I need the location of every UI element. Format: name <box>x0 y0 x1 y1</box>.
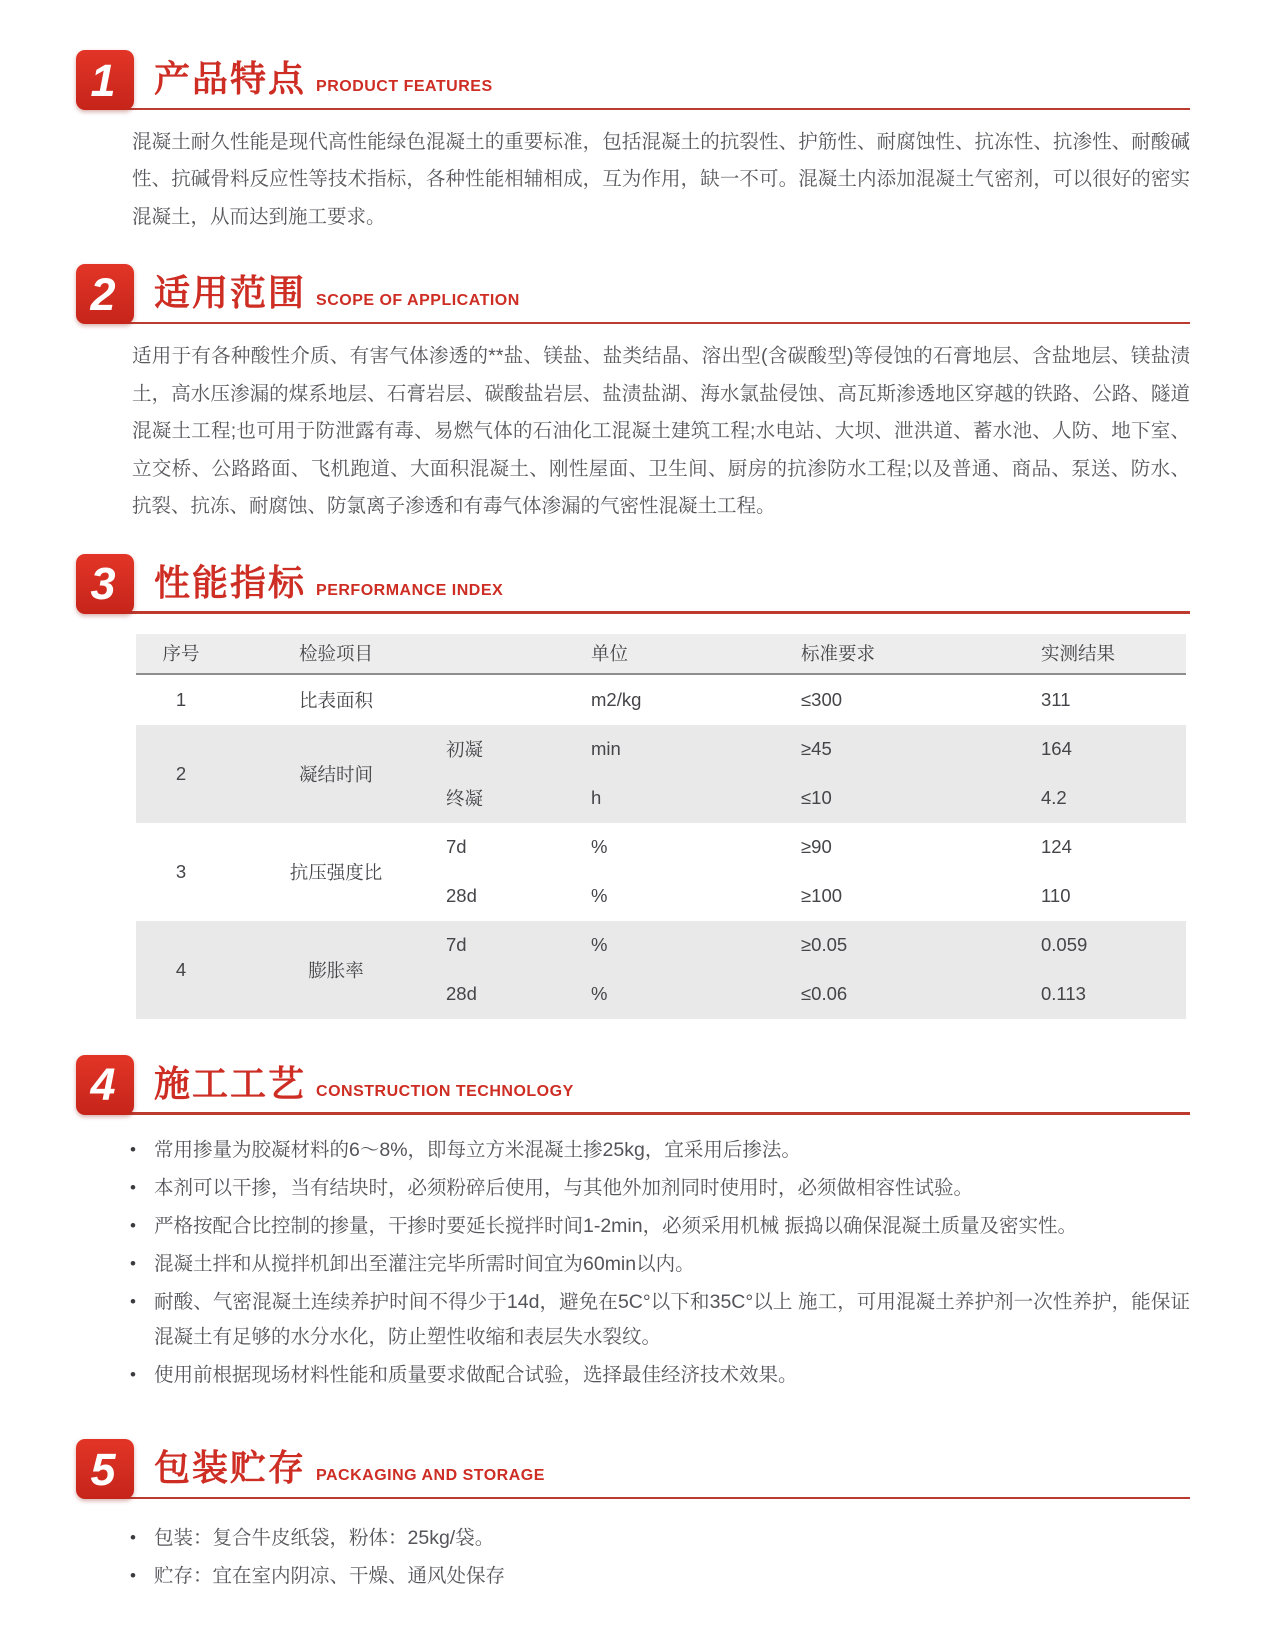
cell-result: 0.059 <box>1041 934 1088 955</box>
section-number: 4 <box>90 1059 116 1110</box>
col-header-standard: 标准要求 <box>801 634 1041 674</box>
cell-standard: ≤300 <box>801 688 843 710</box>
section-titles-4 <box>154 1056 574 1107</box>
bullet-dot-icon: • <box>130 1215 136 1235</box>
list-item <box>130 1358 1190 1393</box>
cell-sub: 28d <box>446 885 477 906</box>
section-header-4 <box>76 1053 1190 1115</box>
section-title-zh: 适用范围 <box>154 272 307 314</box>
section-number-badge-1 <box>76 50 134 110</box>
cell-no: 3 <box>175 860 187 882</box>
section-number: 2 <box>90 268 116 320</box>
col-header-spacer <box>446 634 591 674</box>
section-number-badge-4 <box>76 1055 134 1115</box>
col-header-result: 实测结果 <box>1041 634 1186 674</box>
packaging-bullet-list <box>130 1521 1190 1594</box>
cell-sub: 7d <box>446 836 467 857</box>
section-performance-index <box>76 552 1190 1019</box>
cell-no: 4 <box>175 958 187 980</box>
cell-item: 凝结时间 <box>298 763 373 785</box>
section-title-en: CONSTRUCTION TECHNOLOGY <box>316 1082 574 1100</box>
section-title-zh: 性能指标 <box>154 561 307 603</box>
cell-sub: 终凝 <box>446 788 484 809</box>
cell-item: 膨胀率 <box>308 959 364 981</box>
cell-standard: ≥90 <box>801 836 832 857</box>
bullet-text: 严格按配合比控制的掺量，干掺时要延长搅拌时间1-2min，必须采用机械 振捣以确保混凝土质量及密实性。 <box>154 1214 1078 1237</box>
section-construction-technology <box>76 1053 1190 1394</box>
list-item <box>130 1521 1190 1556</box>
table-row-2a <box>136 725 1186 774</box>
section-header-3 <box>76 552 1190 614</box>
cell-item: 比表面积 <box>298 689 373 711</box>
section-header-5 <box>76 1437 1190 1499</box>
cell-unit: % <box>591 983 608 1004</box>
cell-result: 0.113 <box>1041 983 1086 1004</box>
cell-standard: ≥0.05 <box>801 934 848 955</box>
section-header-2 <box>76 262 1190 324</box>
cell-sub: 28d <box>446 983 477 1004</box>
list-item <box>130 1209 1190 1244</box>
section-number-badge-5 <box>76 1439 134 1499</box>
list-item <box>130 1133 1190 1168</box>
col-header-unit: 单位 <box>591 634 801 674</box>
bullet-text: 包装：复合牛皮纸袋，粉体：25kg/袋。 <box>154 1527 495 1550</box>
section-titles-3 <box>154 555 503 606</box>
cell-standard: ≤10 <box>801 787 832 808</box>
construction-bullet-list <box>130 1133 1190 1394</box>
section-title-zh: 包装贮存 <box>154 1447 307 1489</box>
performance-table <box>136 634 1186 1019</box>
section-title-en: PACKAGING AND STORAGE <box>316 1467 545 1485</box>
section-number: 5 <box>90 1443 116 1495</box>
bullet-text: 常用掺量为胶凝材料的6～8%，即每立方米混凝土掺25kg，宜采用后掺法。 <box>154 1138 801 1161</box>
section-title-zh: 施工工艺 <box>154 1062 307 1104</box>
bullet-dot-icon: • <box>130 1528 136 1548</box>
cell-unit: % <box>591 934 608 955</box>
cell-unit: m2/kg <box>591 688 642 710</box>
cell-unit: min <box>591 738 621 759</box>
section-packaging-storage <box>76 1437 1190 1594</box>
col-header-item: 检验项目 <box>226 634 446 674</box>
section-title-zh: 产品特点 <box>154 58 307 99</box>
list-item <box>130 1247 1190 1282</box>
cell-result: 124 <box>1041 836 1072 857</box>
table-row-4a <box>136 921 1186 970</box>
bullet-text: 耐酸、气密混凝土连续养护时间不得少于14d，避免在5C°以下和35C°以上 施工，可用混凝土养护剂一次性养护，能保证混凝土有足够的水分水化，防止塑性收缩和表层失水裂纹。 <box>154 1290 1190 1348</box>
bullet-dot-icon: • <box>130 1291 136 1311</box>
section-scope-of-application <box>76 262 1190 525</box>
bullet-text: 使用前根据现场材料性能和质量要求做配合试验，选择最佳经济技术效果。 <box>154 1364 798 1387</box>
section-number: 1 <box>90 54 116 106</box>
features-paragraph: 混凝土耐久性能是现代高性能绿色混凝土的重要标准，包括混凝土的抗裂性、护筋性、耐腐蚀性、抗冻性、抗渗性、耐酸碱性、抗碱骨料反应性等技术指标，各种性能相辅相成，互为作用，缺一不可。混凝土内添加混凝土气密剂，可以很好的密实混凝土，从而达到施工要求。 <box>132 131 1190 228</box>
cell-no: 2 <box>175 762 187 784</box>
cell-unit: % <box>591 836 608 857</box>
list-item <box>130 1171 1190 1206</box>
bullet-dot-icon: • <box>130 1177 136 1197</box>
section-title-en: SCOPE OF APPLICATION <box>316 292 520 310</box>
cell-sub: 7d <box>446 934 467 955</box>
scope-paragraph: 适用于有各种酸性介质、有害气体渗透的**盐、镁盐、盐类结晶、溶出型(含碳酸型)等侵蚀的石膏地层、含盐地层、镁盐渍土，高水压渗漏的煤系地层、石膏岩层、碳酸盐岩层、盐渍盐湖、海水氯盐侵蚀、高瓦斯渗透地区穿越的铁路、公路、隧道混凝土工程;也可用于防泄露有毒、易燃气体的石油化工混凝土建筑工程;水电站、大坝、泄洪道、蓄水池、人防、地下室、立交桥、公路路面、飞机跑道、大面积混凝土、刚性屋面、卫生间、厨房的抗渗防水工程;以及普通、商品、泵送、防水、抗裂、抗冻、耐腐蚀、防氯离子渗透和有毒气体渗漏的气密性混凝土工程。 <box>132 345 1190 518</box>
bullet-dot-icon: • <box>130 1566 136 1586</box>
cell-unit: % <box>591 885 608 906</box>
cell-unit: h <box>591 787 602 808</box>
table-header-row <box>136 634 1186 674</box>
cell-standard: ≥100 <box>801 885 843 906</box>
section-number: 3 <box>90 558 116 609</box>
cell-result: 4.2 <box>1041 787 1067 808</box>
section-title-en: PRODUCT FEATURES <box>316 78 493 95</box>
table-row-1 <box>136 674 1186 725</box>
bullet-text: 贮存：宜在室内阴凉、干燥、通风处保存 <box>154 1565 506 1588</box>
cell-standard: ≤0.06 <box>801 983 848 1004</box>
bullet-text: 本剂可以干掺，当有结块时，必须粉碎后使用，与其他外加剂同时使用时，必须做相容性试验。 <box>154 1176 974 1199</box>
cell-result: 110 <box>1041 885 1071 906</box>
col-header-no: 序号 <box>136 634 226 674</box>
cell-result: 311 <box>1041 688 1071 710</box>
bullet-dot-icon: • <box>130 1139 136 1159</box>
list-item <box>130 1285 1190 1355</box>
section-titles-1 <box>154 51 493 102</box>
section-number-badge-2 <box>76 264 134 324</box>
cell-sub <box>446 674 591 725</box>
cell-result: 164 <box>1041 738 1072 759</box>
section-titles-2 <box>154 265 520 316</box>
section-product-features <box>76 48 1190 236</box>
section-title-en: PERFORMANCE INDEX <box>316 581 504 599</box>
table-row-3a <box>136 823 1186 872</box>
bullet-text: 混凝土拌和从搅拌机卸出至灌注完毕所需时间宜为60min以内。 <box>154 1252 695 1275</box>
list-item <box>130 1559 1190 1594</box>
bullet-dot-icon: • <box>130 1253 136 1273</box>
cell-no: 1 <box>175 688 187 710</box>
bullet-dot-icon: • <box>130 1365 136 1385</box>
section-header-1 <box>76 48 1190 110</box>
cell-standard: ≥45 <box>801 738 832 759</box>
cell-sub: 初凝 <box>446 739 484 760</box>
cell-item: 抗压强度比 <box>289 861 383 883</box>
section-number-badge-3 <box>76 554 134 614</box>
